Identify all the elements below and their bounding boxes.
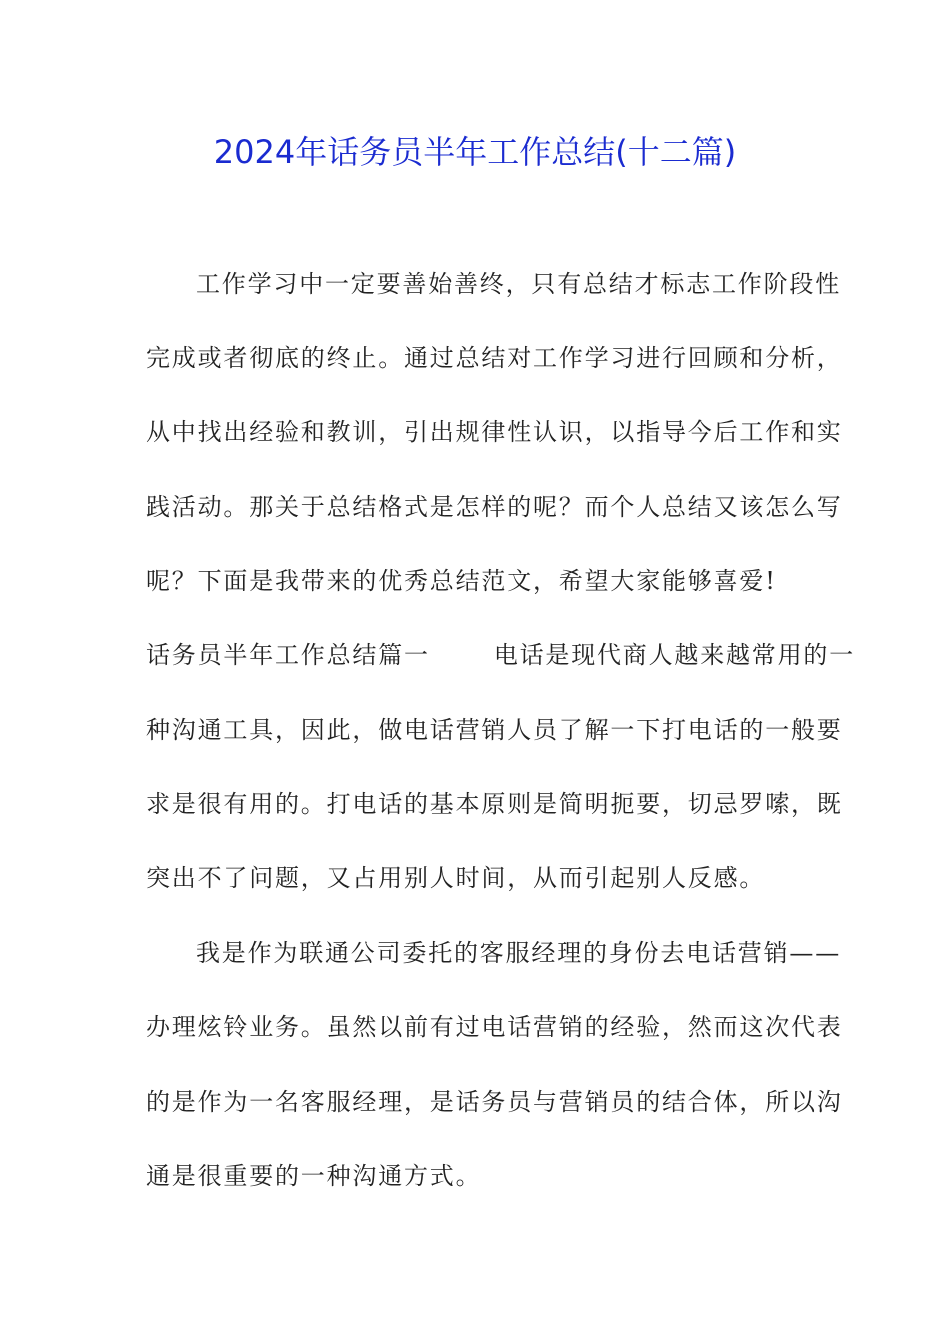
section-heading-line bbox=[146, 635, 856, 675]
paragraph-line: 办理炫铃业务。虽然以前有过电话营销的经验，然而这次代表 bbox=[146, 1013, 843, 1041]
paragraph-line: 电话是现代商人越来越常用的一 bbox=[493, 641, 856, 669]
document-title: 2024年话务员半年工作总结(十二篇) bbox=[213, 133, 737, 171]
paragraph-line: 完成或者彻底的终止。通过总结对工作学习进行回顾和分析， bbox=[146, 344, 843, 372]
paragraph-line: 求是很有用的。打电话的基本原则是简明扼要，切忌罗嗦，既 bbox=[146, 790, 843, 818]
paragraph-line: 的是作为一名客服经理，是话务员与营销员的结合体，所以沟 bbox=[146, 1088, 843, 1116]
paragraph-line: 工作学习中一定要善始善终，只有总结才标志工作阶段性 bbox=[196, 270, 841, 298]
paragraph-line: 种沟通工具，因此，做电话营销人员了解一下打电话的一般要 bbox=[146, 716, 843, 744]
paragraph-line: 通是很重要的一种沟通方式。 bbox=[146, 1162, 482, 1190]
paragraph-line: 践活动。那关于总结格式是怎样的呢？而个人总结又该怎么写 bbox=[146, 493, 843, 521]
paragraph-line: 我是作为联通公司委托的客服经理的身份去电话营销—— bbox=[196, 939, 841, 967]
paragraph-line: 呢？下面是我带来的优秀总结范文，希望大家能够喜爱! bbox=[146, 567, 777, 595]
paragraph-line: 突出不了问题，又占用别人时间，从而引起别人反感。 bbox=[146, 864, 766, 892]
paragraph-line: 从中找出经验和教训，引出规律性认识，以指导今后工作和实 bbox=[146, 418, 843, 446]
section-heading: 话务员半年工作总结篇一 bbox=[146, 641, 430, 669]
